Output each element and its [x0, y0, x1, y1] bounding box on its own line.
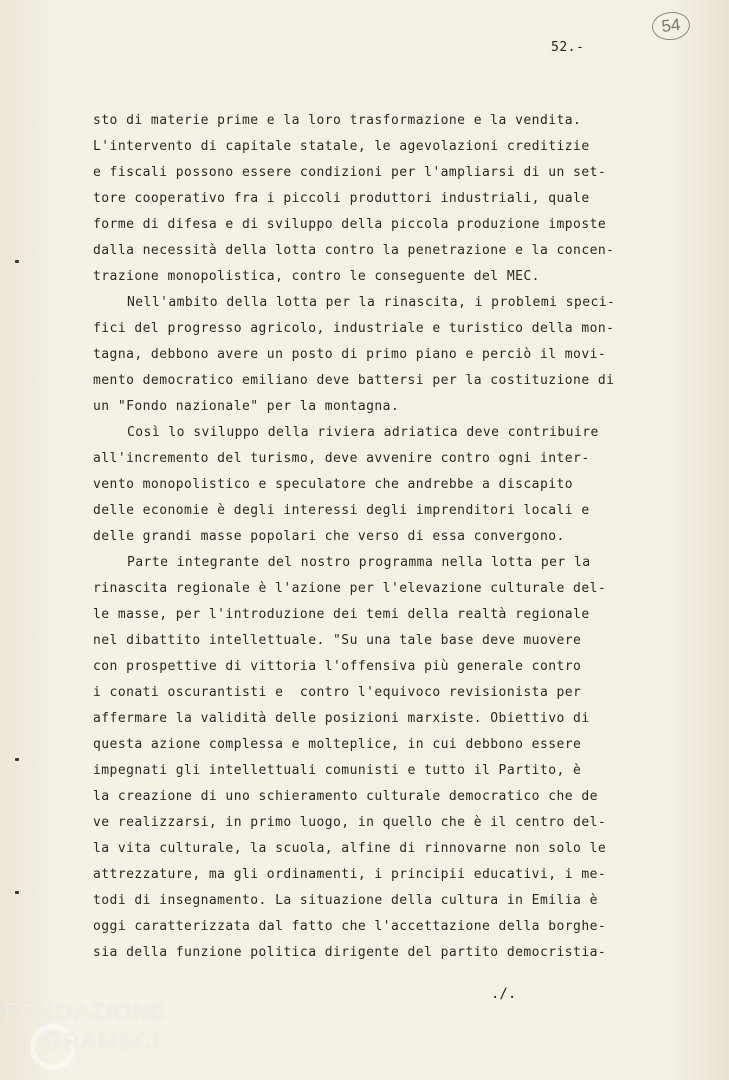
watermark-line-2: GRAMSCI — [44, 1028, 160, 1054]
text-line: le masse, per l'introduzione dei temi della realtà regionale — [93, 607, 590, 622]
punch-mark — [15, 758, 19, 761]
text-line: con prospettive di vittoria l'offensiva più generale contro — [93, 659, 582, 674]
punch-mark — [15, 260, 19, 263]
text-line: questa azione complessa e molteplice, in cui debbono essere — [93, 737, 582, 752]
text-line: fici del progresso agricolo, industriale e turistico della mon- — [93, 321, 615, 336]
text-line: mento democratico emiliano deve battersi per la costituzione di — [93, 373, 615, 388]
text-line: L'intervento di capitale statale, le agevolazioni creditizie — [93, 139, 590, 154]
text-line: forme di difesa e di sviluppo della piccola produzione imposte — [93, 217, 607, 232]
page-number: 52.- — [551, 40, 585, 55]
text-line: ve realizzarsi, in primo luogo, in quello che è il centro del- — [93, 815, 607, 830]
text-line: delle grandi masse popolari che verso di essa convergono. — [93, 529, 565, 544]
text-line: i conati oscurantisti e contro l'equivoco revisionista per — [93, 685, 582, 700]
text-line: Così lo sviluppo della riviera adriatica deve contribuire — [127, 425, 599, 440]
text-line: dalla necessità della lotta contro la penetrazione e la concen- — [93, 243, 615, 258]
text-line: tagna, debbono avere un posto di primo piano e perciò il movi- — [93, 347, 607, 362]
watermark-ring — [30, 1024, 76, 1070]
text-line: rinascita regionale è l'azione per l'elevazione culturale del- — [93, 581, 607, 596]
text-line: delle economie è degli interessi degli imprenditori locali e — [93, 503, 590, 518]
text-line: un "Fondo nazionale" per la montagna. — [93, 399, 400, 414]
fondazione-gramsci-watermark — [4, 998, 204, 1078]
text-line: all'incremento del turismo, deve avvenire contro ogni inter- — [93, 451, 590, 466]
text-line: la vita culturale, la scuola, alfine di rinnovarne non solo le — [93, 841, 607, 856]
text-line: sto di materie prime e la loro trasformazione e la vendita. — [93, 113, 582, 128]
text-line: nel dibattito intellettuale. "Su una tale base deve muovere — [93, 633, 582, 648]
text-line: Parte integrante del nostro programma nella lotta per la — [127, 555, 591, 570]
text-line: e fiscali possono essere condizioni per l'ampliarsi di un set- — [93, 165, 607, 180]
text-line: sia della funzione politica dirigente del partito democristia- — [93, 945, 607, 960]
watermark-line-1: FONDAZIONE — [4, 998, 167, 1024]
text-line: vento monopolistico e speculatore che andrebbe a discapito — [93, 477, 574, 492]
continuation-mark: ./. — [491, 986, 517, 1002]
text-line: todi di insegnamento. La situazione della cultura in Emilia è — [93, 893, 598, 908]
text-line: trazione monopolistica, contro le conseguente del MEC. — [93, 269, 540, 284]
punch-mark — [15, 891, 19, 894]
archive-page-stamp: 54 — [651, 10, 692, 42]
text-line: oggi caratterizzata dal fatto che l'accettazione della borghe- — [93, 919, 607, 934]
text-line: affermare la validità delle posizioni marxiste. Obiettivo di — [93, 711, 590, 726]
text-line: tore cooperativo fra i piccoli produttori industriali, quale — [93, 191, 590, 206]
text-line: attrezzature, ma gli ordinamenti, i principii educativi, i me- — [93, 867, 607, 882]
text-line: Nell'ambito della lotta per la rinascita, i problemi speci- — [127, 295, 616, 310]
text-line: impegnati gli intellettuali comunisti e tutto il Partito, è — [93, 763, 582, 778]
text-line: la creazione di uno schieramento culturale democratico che de — [93, 789, 598, 804]
